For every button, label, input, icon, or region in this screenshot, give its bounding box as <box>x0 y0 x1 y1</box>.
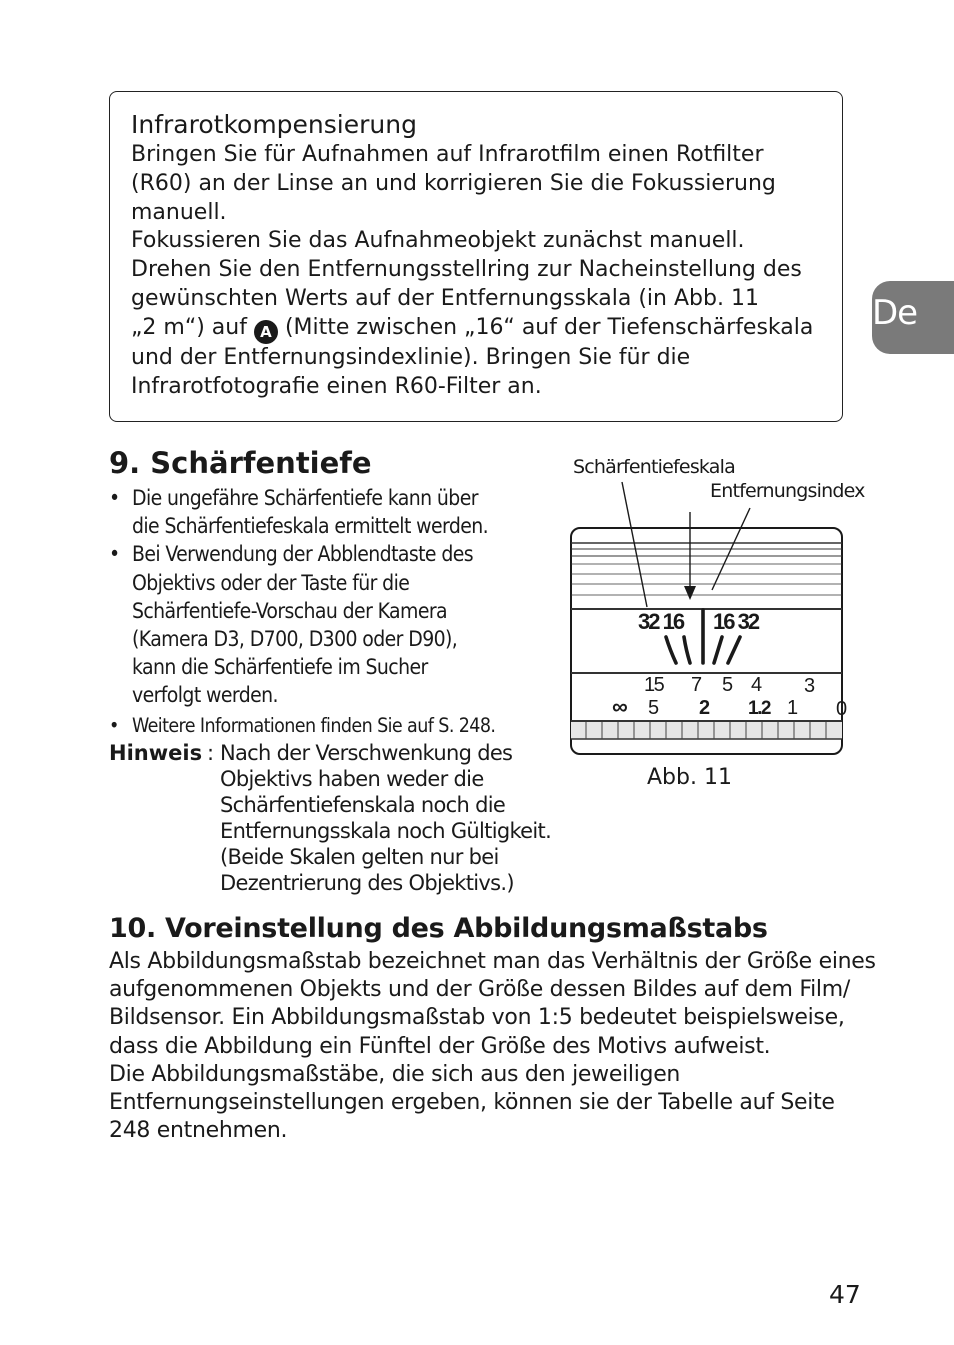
paragraph-line: Die Abbildungsmaßstäbe, die sich aus den jeweiligen <box>109 1061 681 1087</box>
meter-label: 2 <box>699 697 711 719</box>
marker-a-icon: A <box>254 320 278 344</box>
lens-barrel <box>571 528 842 754</box>
note-line: Nach der Verschwenkung des <box>220 741 513 765</box>
meter-label: 1.2 <box>748 698 770 719</box>
dof-scale-left: 32 16 <box>638 609 684 634</box>
bullet-dot: • <box>109 486 121 510</box>
language-tab <box>872 281 954 354</box>
meter-label: 5 <box>648 697 660 719</box>
bullet-line: Die ungefähre Schärfentiefe kann über <box>132 486 478 510</box>
bullet-item <box>109 540 559 709</box>
note-colon: : <box>207 741 215 765</box>
note-line: Entfernungsskala noch Gültigkeit. <box>220 819 552 843</box>
box-line: Fokussieren Sie das Aufnahmeobjekt zunächst manuell. <box>131 228 745 254</box>
box-line-with-marker <box>131 314 831 344</box>
bullet-line: Weitere Informationen finden Sie auf S. 248. <box>132 713 496 737</box>
paragraph-line: Entfernungseinstellungen ergeben, können sie der Tabelle auf Seite <box>109 1090 835 1116</box>
bullet-line: Objektivs oder der Taste für die <box>132 570 410 595</box>
box-line-part: (Mitte zwischen „16“ auf der Tiefenschärfeskala <box>277 314 814 340</box>
box-line: gewünschten Werts auf der Entfernungsskala (in Abb. 11 <box>131 285 759 311</box>
paragraph-line: aufgenommenen Objekts und der Größe dessen Bildes auf dem Film/ <box>109 977 850 1003</box>
infinity-label: ∞ <box>612 694 628 719</box>
box-line: Drehen Sie den Entfernungsstellring zur Nacheinstellung des <box>131 257 802 283</box>
dof-scale-right: 16 32 <box>713 609 759 634</box>
bullet-line: Bei Verwendung der Abblendtaste des <box>132 542 473 567</box>
feet-label: 7 <box>691 674 703 696</box>
box-line: und der Entfernungsindexlinie). Bringen Sie für die <box>131 344 691 370</box>
page-number: 47 <box>829 1280 861 1309</box>
bullet-line: Schärfentiefe-Vorschau der Kamera <box>132 598 448 623</box>
figure-caption: Abb. 11 <box>647 765 732 790</box>
language-tab-label: De <box>872 293 918 333</box>
note-label: Hinweis <box>109 741 203 765</box>
section-10-paragraph <box>109 948 876 1145</box>
lens-scale-diagram <box>560 480 860 765</box>
infrared-compensation-box <box>109 91 843 422</box>
box-line: Infrarotfotografie einen R60-Filter an. <box>131 373 542 399</box>
note-line: (Beide Skalen gelten nur bei <box>220 845 499 869</box>
box-line: (R60) an der Linse an und korrigieren Sie die Fokussierung <box>131 170 776 196</box>
bullet-line: verfolgt werden. <box>132 683 278 708</box>
note-line: Dezentrierung des Objektivs.) <box>220 871 514 895</box>
distance-index-label: Entfernungsindex <box>710 480 865 502</box>
section-9-bullets <box>109 484 559 740</box>
meter-label: 0 <box>836 698 848 720</box>
feet-label: 3 <box>804 675 816 697</box>
box-text <box>131 141 831 401</box>
bullet-dot: • <box>109 542 121 567</box>
paragraph-line: 248 entnehmen. <box>109 1118 288 1144</box>
bullet-dot: • <box>109 713 119 737</box>
box-title: Infrarotkompensierung <box>131 110 417 139</box>
bullet-line: die Schärfentiefeskala ermittelt werden. <box>132 514 489 539</box>
bullet-item <box>109 712 559 740</box>
bullet-item <box>109 484 559 540</box>
paragraph-line: Bildsensor. Ein Abbildungsmaßstab von 1:5 bedeutet beispielsweise, <box>109 1005 845 1031</box>
note-line: Schärfentiefenskala noch die <box>220 793 506 817</box>
bullet-line: kann die Schärfentiefe im Sucher <box>132 655 428 680</box>
box-line-part: „2 m“) auf <box>131 314 254 340</box>
paragraph-line: dass die Abbildung ein Fünftel der Größe des Motivs aufweist. <box>109 1033 771 1059</box>
depth-scale-label: Schärfentiefeskala <box>573 456 735 478</box>
box-line: manuell. <box>131 199 227 225</box>
meter-label: 1 <box>787 697 799 719</box>
section-9-heading: 9. Schärfentiefe <box>109 446 372 480</box>
feet-label: 4 <box>751 674 763 696</box>
feet-label: 15 <box>644 674 664 696</box>
paragraph-line: Als Abbildungsmaßstab bezeichnet man das Verhältnis der Größe eines <box>109 949 876 974</box>
note-line: Objektivs haben weder die <box>220 767 484 791</box>
feet-label: 5 <box>722 674 734 696</box>
section-10-heading: 10. Voreinstellung des Abbildungsmaßstabs <box>109 913 768 944</box>
note-lines <box>220 740 551 896</box>
bullet-line: (Kamera D3, D700, D300 oder D90), <box>132 627 458 652</box>
box-line: Bringen Sie für Aufnahmen auf Infrarotfilm einen Rotfilter <box>131 142 764 167</box>
